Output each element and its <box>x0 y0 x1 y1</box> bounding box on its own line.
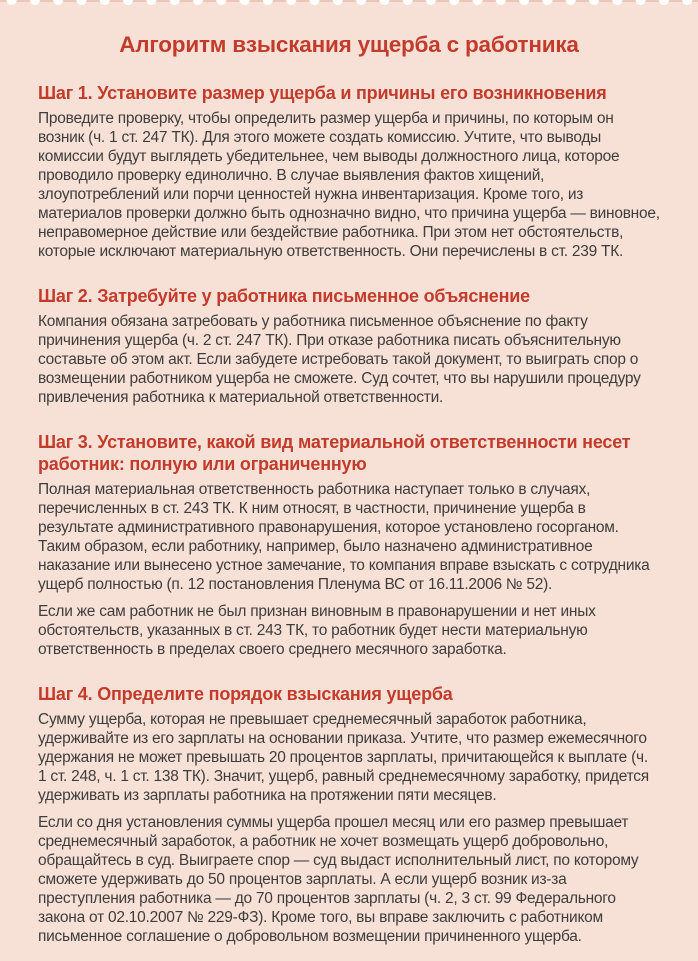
step-section-3 <box>38 431 660 659</box>
step-3-heading: Шаг 3. Установите, какой вид материальной ответственности несет работник: полную или ограниченную <box>38 432 631 474</box>
step-section-2 <box>38 285 660 407</box>
step-4-paragraph-1: Сумму ущерба, которая не превышает среднемесячный заработок работника, удерживайте из его зарплаты на основании приказа. Учтите, что размер ежемесячного удержания не может превышать 20 процентов зарплаты, причитающейся к выплате (ч. 1 ст. 248, ч. 1 ст. 138 ТК). Значит, ущерб, равный среднемесячному заработку, придется удерживать из зарплаты работника на протяжении пяти месяцев. <box>38 711 649 804</box>
step-4-heading: Шаг 4. Определите порядок взыскания ущерба <box>38 684 453 704</box>
step-1-paragraph-1: Проведите проверку, чтобы определить размер ущерба и причины, по которым он возник (ч. 1 ст. 247 ТК). Для этого можете создать комиссию. Учтите, что выводы комиссии будут выглядеть убедительнее, чем выводы должностного лица, которое проводило проверку единолично. В случае выявления фактов хищений, злоупотреблений или порчи ценностей нужна инвентаризация. Кроме того, из материалов проверки должно быть однозначно видно, что причина ущерба — виновное, неправомерное действие или бездействие работника. При этом нет обстоятельств, которые исключают материальную ответственность. Они перечислены в ст. 239 ТК. <box>38 110 660 260</box>
perforated-edge-decoration <box>0 0 698 9</box>
page-title: Алгоритм взыскания ущерба с работника <box>119 32 579 57</box>
step-3-paragraph-1: Полная материальная ответственность работника наступает только в случаях, перечисленных в ст. 243 ТК. К ним относят, в частности, причинение ущерба в результате административного правонарушения, которое установлено госорганом. Таким образом, если работнику, например, было назначено административное наказание или вынесено устное замечание, то компания вправе взыскать с сотрудника ущерб полностью (п. 12 постановления Пленума ВС от 16.11.2006 № 52). <box>38 481 650 593</box>
step-section-4 <box>38 683 660 946</box>
step-1-heading: Шаг 1. Установите размер ущерба и причины его возникновения <box>38 83 607 103</box>
step-section-1 <box>38 82 660 261</box>
step-2-paragraph-1: Компания обязана затребовать у работника письменное объяснение по факту причинения ущерба (ч. 2 ст. 247 ТК). При отказе работника писать объяснительную составьте об этом акт. Если забудете истребовать такой документ, то выиграть спор о возмещении работником ущерба не сможете. Суд сочтет, что вы нарушили процедуру привлечения работника к материальной ответственности. <box>38 313 641 406</box>
step-2-heading: Шаг 2. Затребуйте у работника письменное объяснение <box>38 286 530 306</box>
document-content <box>0 32 698 946</box>
step-3-paragraph-2: Если же сам работник не был признан виновным в правонарушении и нет иных обстоятельств, указанных в ст. 243 ТК, то работник будет нести материальную ответственность в пределах своего среднего месячного заработка. <box>38 603 596 658</box>
step-4-paragraph-2: Если со дня установления суммы ущерба прошел месяц или его размер превышает среднемесячный заработок, а работник не хочет возмещать ущерб добровольно, обращайтесь в суд. Выиграете спор — суд выдаст исполнительный лист, по которому сможете удерживать до 50 процентов зарплаты. А если ущерб возник из-за преступления работника — до 70 процентов зарплаты (ч. 2, 3 ст. 99 Федерального закона от 02.10.2007 № 229-ФЗ). Кроме того, вы вправе заключить с работником письменное соглашение о добровольном возмещении причиненного ущерба. <box>38 814 639 945</box>
